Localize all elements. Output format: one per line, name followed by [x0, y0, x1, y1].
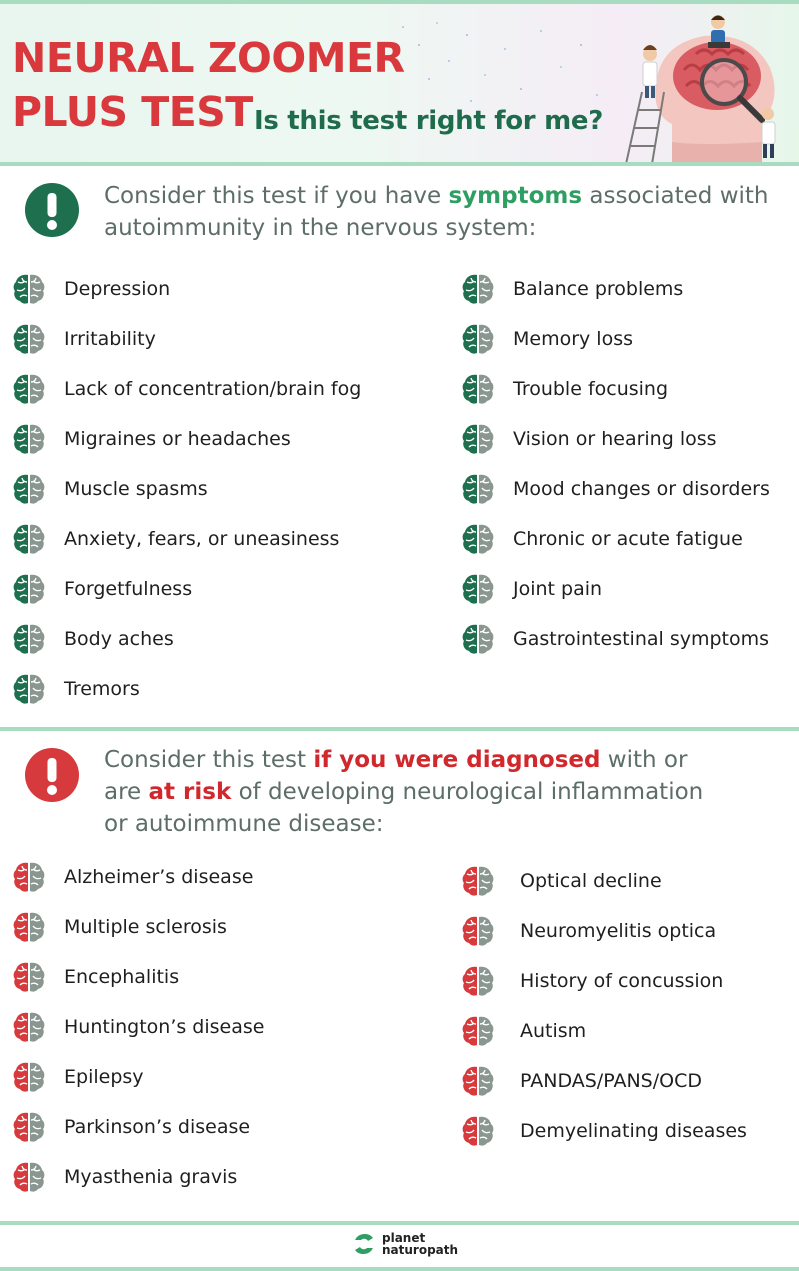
list-item-label: Tremors: [64, 678, 140, 700]
brain-icon: [12, 422, 46, 456]
list-item: [12, 910, 227, 944]
brain-icon: [12, 272, 46, 306]
list-item-label: PANDAS/PANS/OCD: [520, 1070, 702, 1092]
list-item-label: Multiple sclerosis: [64, 916, 227, 938]
brain-icon: [461, 572, 495, 606]
list-item: [461, 422, 717, 456]
diagnoses-intro: [104, 744, 704, 840]
brain-icon: [12, 1110, 46, 1144]
list-item-label: Lack of concentration/brain fog: [64, 378, 362, 400]
brain-icon: [461, 964, 495, 998]
list-item: [12, 960, 179, 994]
list-item-label: Joint pain: [513, 578, 603, 600]
brain-illustration: [612, 14, 798, 162]
page-title-line2: PLUS TEST: [12, 88, 253, 136]
brain-icon: [12, 672, 46, 706]
list-item: [461, 572, 602, 606]
list-item: [12, 322, 156, 356]
list-item: [12, 522, 339, 556]
symptoms-intro: [104, 180, 784, 244]
brain-icon: [12, 1060, 46, 1094]
brain-icon: [12, 1010, 46, 1044]
list-item: [461, 622, 769, 656]
diagnoses-intro-highlight1: if you were diagnosed: [313, 747, 601, 773]
list-item-label: History of concussion: [520, 970, 724, 992]
brain-icon: [461, 1064, 495, 1098]
brain-icon: [12, 860, 46, 894]
list-item: [461, 914, 716, 948]
brain-icon: [461, 372, 495, 406]
list-item-label: Myasthenia gravis: [64, 1166, 238, 1188]
list-item: [12, 572, 192, 606]
list-item-label: Gastrointestinal symptoms: [513, 628, 770, 650]
brain-icon: [461, 422, 495, 456]
list-item: [12, 860, 253, 894]
list-item-label: Encephalitis: [64, 966, 180, 988]
list-item-label: Demyelinating diseases: [520, 1120, 747, 1142]
list-item: [461, 522, 743, 556]
list-item-label: Autism: [520, 1020, 587, 1042]
list-item-label: Parkinson’s disease: [64, 1116, 251, 1138]
list-item-label: Muscle spasms: [64, 478, 208, 500]
list-item-label: Alzheimer’s disease: [64, 866, 254, 888]
header-rule: [0, 162, 799, 166]
list-item-label: Mood changes or disorders: [513, 478, 770, 500]
list-item-label: Migraines or headaches: [64, 428, 291, 450]
list-item-label: Neuromyelitis optica: [520, 920, 717, 942]
list-item: [12, 1060, 144, 1094]
diagnoses-intro-post: of developing neurological inflammation or autoimmune disease:: [104, 779, 704, 837]
symptoms-intro-post: associated with autoimmunity in the nervous system:: [104, 183, 769, 241]
diagnoses-intro-mid: with or are: [104, 747, 688, 805]
brain-icon: [12, 960, 46, 994]
symptoms-intro-pre: Consider this test if you have: [104, 183, 449, 209]
diagnoses-intro-highlight2: at risk: [148, 779, 232, 805]
bottom-rule: [0, 1267, 799, 1271]
brain-icon: [12, 1160, 46, 1194]
list-item-label: Epilepsy: [64, 1066, 144, 1088]
list-item-label: Forgetfulness: [64, 578, 193, 600]
brain-icon: [461, 322, 495, 356]
list-item: [461, 372, 668, 406]
list-item: [12, 622, 174, 656]
brain-icon: [12, 372, 46, 406]
list-item: [461, 472, 770, 506]
list-item-label: Irritability: [64, 328, 156, 350]
brain-icon: [461, 522, 495, 556]
brain-icon: [461, 1114, 495, 1148]
list-item-label: Optical decline: [520, 870, 662, 892]
list-item: [12, 1110, 250, 1144]
logo-line2: naturopath: [382, 1243, 459, 1257]
list-item-label: Huntington’s disease: [64, 1016, 265, 1038]
brand-logo: [352, 1232, 458, 1256]
brain-icon: [12, 472, 46, 506]
list-item-label: Balance problems: [513, 278, 684, 300]
list-item: [12, 1160, 237, 1194]
footer: [0, 1226, 799, 1270]
exclamation-circle-icon: [25, 183, 79, 237]
list-item: [461, 1014, 586, 1048]
list-item: [12, 1010, 264, 1044]
diagnoses-intro-pre: Consider this test: [104, 747, 314, 773]
list-item-label: Body aches: [64, 628, 174, 650]
list-item: [461, 864, 662, 898]
list-item: [461, 1064, 702, 1098]
brain-icon: [461, 1014, 495, 1048]
planet-naturopath-logo-icon: [352, 1232, 376, 1256]
list-item: [12, 372, 361, 406]
list-item: [461, 964, 723, 998]
header: [0, 4, 799, 162]
brain-icon: [12, 910, 46, 944]
brain-icon: [12, 622, 46, 656]
list-item-label: Memory loss: [513, 328, 634, 350]
list-item: [12, 272, 170, 306]
list-item: [461, 272, 683, 306]
brain-icon: [461, 864, 495, 898]
brain-icon: [461, 472, 495, 506]
list-item: [12, 472, 208, 506]
brain-icon: [12, 572, 46, 606]
list-item-label: Chronic or acute fatigue: [513, 528, 743, 550]
list-item: [12, 672, 140, 706]
brain-icon: [461, 622, 495, 656]
list-item-label: Depression: [64, 278, 171, 300]
symptoms-intro-highlight: symptoms: [448, 183, 583, 209]
list-item: [12, 422, 291, 456]
list-item: [461, 322, 633, 356]
list-item-label: Vision or hearing loss: [513, 428, 717, 450]
page-subtitle: Is this test right for me?: [254, 106, 603, 136]
brain-icon: [12, 522, 46, 556]
brain-icon: [461, 272, 495, 306]
exclamation-circle-icon: [25, 748, 79, 802]
brain-icon: [12, 322, 46, 356]
section-rule: [0, 727, 799, 731]
footer-rule: [0, 1221, 799, 1225]
list-item: [461, 1114, 747, 1148]
list-item-label: Trouble focusing: [513, 378, 669, 400]
list-item-label: Anxiety, fears, or uneasiness: [64, 528, 340, 550]
brain-icon: [461, 914, 495, 948]
logo-line1: planet: [382, 1231, 426, 1245]
page-title-line1: NEURAL ZOOMER: [12, 34, 405, 82]
